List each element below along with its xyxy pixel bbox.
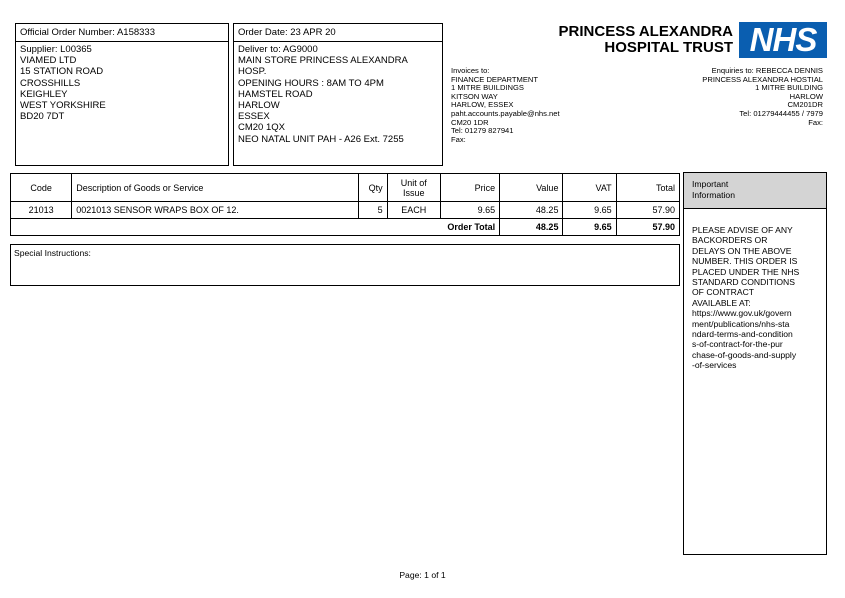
delivery-box xyxy=(233,23,443,166)
delivery-line: HOSP. xyxy=(238,66,267,78)
supplier-line: BD20 7DT xyxy=(20,111,65,123)
header-qty: Qty xyxy=(358,174,387,202)
important-info-box xyxy=(683,172,827,555)
important-header-line1: Important xyxy=(692,179,729,189)
order-total-total: 57.90 xyxy=(616,219,679,236)
cell-value: 48.25 xyxy=(500,202,563,219)
cell-description: 0021013 SENSOR WRAPS BOX OF 12. xyxy=(72,202,358,219)
supplier-line: CROSSHILLS xyxy=(20,77,81,89)
enquiries-address xyxy=(702,67,823,127)
important-line: STANDARD CONDITIONS xyxy=(692,277,795,288)
order-items-table xyxy=(10,173,680,236)
supplier-divider xyxy=(16,41,228,42)
header-unit-line2: Issue xyxy=(403,187,425,198)
supplier-line: WEST YORKSHIRE xyxy=(20,100,106,112)
delivery-line: MAIN STORE PRINCESS ALEXANDRA xyxy=(238,55,408,67)
trust-name xyxy=(559,24,733,55)
supplier-line: Supplier: L00365 xyxy=(20,44,92,55)
cell-price: 9.65 xyxy=(440,202,499,219)
header-code: Code xyxy=(11,174,72,202)
important-link-line: ment/publications/nhs-sta xyxy=(692,318,790,329)
invoices-line: 1 MITRE BUILDINGS xyxy=(451,83,524,93)
table-row xyxy=(11,202,680,219)
cell-vat: 9.65 xyxy=(563,202,616,219)
delivery-line: OPENING HOURS : 8AM TO 4PM xyxy=(238,77,384,89)
important-line: DELAYS ON THE ABOVE xyxy=(692,245,792,256)
delivery-line: ESSEX xyxy=(238,111,270,123)
important-line: OF CONTRACT xyxy=(692,287,755,298)
header-vat: VAT xyxy=(563,174,616,202)
delivery-line: CM20 1QX xyxy=(238,122,285,134)
delivery-line: HARLOW xyxy=(238,100,280,112)
enquiries-phone: Tel: 01279444455 / 7979 xyxy=(739,108,823,118)
special-instructions-label: Special Instructions: xyxy=(14,248,91,258)
delivery-divider xyxy=(234,41,442,42)
enquiries-line: PRINCESS ALEXANDRA HOSTIAL xyxy=(702,74,823,84)
important-link-line: s-of-contract-for-the-pur xyxy=(692,339,783,350)
special-instructions-box xyxy=(10,244,680,286)
header-total: Total xyxy=(616,174,679,202)
important-link-line: https://www.gov.uk/govern xyxy=(692,308,792,319)
nhs-logo: NHS xyxy=(739,22,827,58)
order-total-value: 48.25 xyxy=(500,219,563,236)
invoices-line: KITSON WAY xyxy=(451,91,498,101)
important-info-header xyxy=(684,173,826,209)
supplier-line: 15 STATION ROAD xyxy=(20,66,104,78)
important-header-line2: Information xyxy=(692,190,735,200)
invoices-line: CM20 1DR xyxy=(451,117,489,127)
header-price: Price xyxy=(440,174,499,202)
invoices-email: paht.accounts.payable@nhs.net xyxy=(451,108,560,118)
supplier-line: KEIGHLEY xyxy=(20,88,68,100)
header-value: Value xyxy=(500,174,563,202)
invoices-line: HARLOW, ESSEX xyxy=(451,100,514,110)
delivery-line: NEO NATAL UNIT PAH - A26 Ext. 7255 xyxy=(238,133,404,145)
order-total-row xyxy=(11,219,680,236)
invoices-phone: Tel: 01279 827941 xyxy=(451,126,514,136)
invoices-fax: Fax: xyxy=(451,134,466,144)
important-link-line: -of-services xyxy=(692,360,737,371)
enquiries-line: 1 MITRE BUILDING xyxy=(755,83,823,93)
trust-name-line2: HOSPITAL TRUST xyxy=(604,38,733,56)
cell-code: 21013 xyxy=(11,202,72,219)
important-line: PLEASE ADVISE OF ANY xyxy=(692,225,793,235)
enquiries-line: CM201DR xyxy=(787,100,823,110)
supplier-address xyxy=(20,44,106,122)
important-line: AVAILABLE AT: xyxy=(692,297,751,308)
order-total-label: Order Total xyxy=(11,219,500,236)
enquiries-fax: Fax: xyxy=(808,117,823,127)
invoices-line: FINANCE DEPARTMENT xyxy=(451,74,539,84)
trust-name-line1: PRINCESS ALEXANDRA xyxy=(558,23,733,40)
important-link-line: ndard-terms-and-condition xyxy=(692,329,793,340)
header-unit xyxy=(387,174,440,202)
cell-unit: EACH xyxy=(387,202,440,219)
cell-qty: 5 xyxy=(358,202,387,219)
table-header-row xyxy=(11,174,680,202)
order-date: Order Date: 23 APR 20 xyxy=(238,27,336,38)
important-link-line: chase-of-goods-and-supply xyxy=(692,349,797,360)
important-line: NUMBER. THIS ORDER IS xyxy=(692,256,798,267)
cell-total: 57.90 xyxy=(616,202,679,219)
header-unit-line1: Unit of xyxy=(400,177,427,188)
header-description: Description of Goods or Service xyxy=(72,174,358,202)
invoices-address xyxy=(451,67,560,144)
delivery-line: HAMSTEL ROAD xyxy=(238,88,313,100)
order-number: Official Order Number: A158333 xyxy=(20,27,156,38)
enquiries-line: Enquiries to: REBECCA DENNIS xyxy=(711,66,823,75)
page-number: Page: 1 of 1 xyxy=(399,570,446,580)
delivery-line: Deliver to: AG9000 xyxy=(238,44,318,55)
important-line: BACKORDERS OR xyxy=(692,235,768,246)
delivery-address xyxy=(238,44,408,145)
enquiries-line: HARLOW xyxy=(789,91,823,101)
important-info-body xyxy=(684,209,826,371)
invoices-line: Invoices to: xyxy=(451,66,490,75)
supplier-line: VIAMED LTD xyxy=(20,55,77,67)
order-total-vat: 9.65 xyxy=(563,219,616,236)
important-line: PLACED UNDER THE NHS xyxy=(692,266,800,277)
supplier-box xyxy=(15,23,229,166)
